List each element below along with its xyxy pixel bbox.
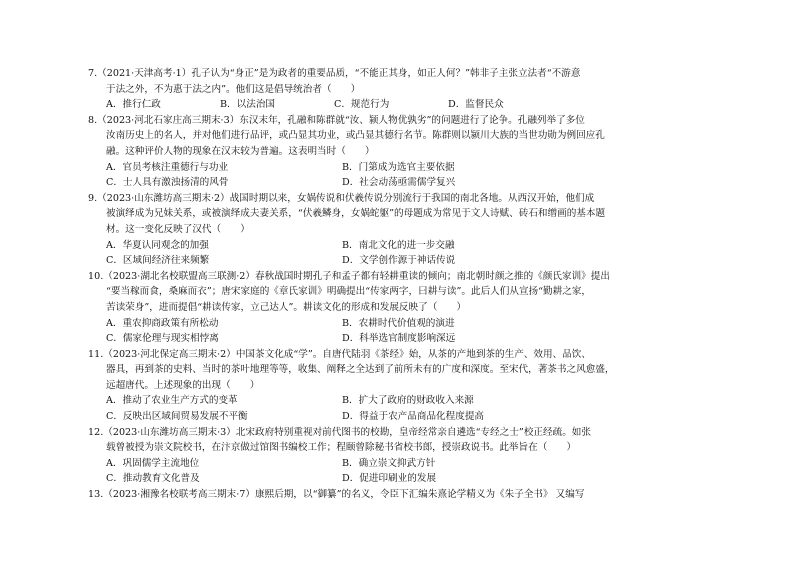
options-row: [88, 97, 690, 113]
question-stem-continued: “要当稼而食，桑麻而衣”；唐宋家庭的《章氏家训》明确提出“传家两字，曰耕与读”。此后人们从宣扬“勤耕之家，: [106, 286, 592, 298]
question-stem: 8.（2023·河北石家庄高三期末·3）东汉末年，孔融和陈群就“汝、颍人物优孰劣”的问题进行了论争。孔融列举了多位: [88, 114, 585, 126]
options-row: [88, 238, 690, 254]
question-12: [88, 425, 690, 487]
question-stem: 10.（2023·湖北名校联盟高三联测·2）春秋战国时期孔子和孟子都有轻耕重读的倾向；南北朝时颜之推的《颜氏家训》提出: [88, 270, 610, 282]
option-d: D．社会动荡亟需儒学复兴: [342, 177, 456, 189]
option-b: B．南北文化的进一步交融: [342, 239, 455, 251]
option-a: A．推行仁政: [106, 99, 161, 111]
option-a: A．推动了农业生产方式的变革: [106, 395, 238, 407]
option-d: D．监督民众: [448, 99, 504, 111]
question-stem: 13.（2023·湘豫名校联考高三期末·7）康熙后期，以“御纂”的名义，令臣下汇编朱熹论学精义为《朱子全书》 又编写: [88, 489, 585, 501]
option-c: C．反映出区域间贸易发展不平衡: [106, 411, 248, 423]
options-row: [88, 160, 690, 176]
option-d: D．得益于农产品商品化程度提高: [342, 411, 485, 423]
option-a: A．官员考核注重德行与功业: [106, 161, 229, 173]
option-c: C．士人具有激浊扬清的风骨: [106, 177, 229, 189]
options-row: [88, 393, 690, 409]
question-stem-continued: 于法之外，不为惠于法之内”。他们这是倡导统治者（ ）: [106, 83, 361, 95]
question-stem-continued: 器具，再到茶的史料、当时的茶叶地理等等，收集、阐释之全达到了前所未有的广度和深度。至宋代，著茶书之风愈盛，: [106, 364, 615, 376]
question-9: [88, 191, 690, 269]
option-b: B．确立崇文抑武方针: [342, 457, 436, 469]
options-row: [88, 175, 690, 191]
option-c: C．区域间经济往来频繁: [106, 255, 210, 267]
option-d: D．科举选官制度影响深远: [342, 333, 456, 345]
question-stem: 12.（2023·山东潍坊高三期末·3）北宋政府特别重视对前代图书的校勘，皇帝经常亲自遴选“专经之士”校正经疏。如张: [88, 426, 591, 438]
option-d: D．文学创作源于神话传说: [342, 255, 456, 267]
question-stem-continued: 远超唐代。上述现象的出现（ ）: [106, 379, 260, 391]
question-stem-continued: 汝南历史上的名人，并对他们进行品评，或凸显其功业，或凸显其德行名节。陈群则以颍川大族的当世功勋为例回应孔: [106, 130, 605, 142]
options-row: [88, 456, 690, 472]
question-8: [88, 113, 690, 191]
option-a: A．巩固儒学主流地位: [106, 457, 200, 469]
options-row: [88, 409, 690, 425]
option-b: B．以法治国: [220, 99, 276, 111]
question-stem: 9.（2023·山东潍坊高三期末·2）战国时期以来，女娲传说和伏羲传说分别流行于我国的南北各地。从西汉开始，他们成: [88, 192, 595, 204]
question-stem: 7.（2021·天津高考·1）孔子认为“身正”是为政者的重要品质，“不能正其身，如正人何？”韩非子主张立法者“不游意: [88, 68, 581, 79]
question-10: [88, 269, 690, 347]
question-stem-continued: 材。这一变化反映了汉代（ ）: [106, 223, 250, 235]
question-13: [88, 487, 690, 503]
option-c: C．儒家伦理与现实相悖离: [106, 333, 219, 345]
options-row: [88, 253, 690, 269]
option-d: D．促进印刷业的发展: [342, 473, 437, 485]
question-stem-continued: 被演绎成为兄妹关系，或被演绎成夫妻关系，“伏羲鳞身，女娲蛇躯”的母题成为常见于文人诗赋、砖石和缯画的基本题: [106, 208, 606, 220]
option-a: A．华夏认同观念的加强: [106, 239, 209, 251]
option-b: B．农耕时代价值观的演进: [342, 317, 455, 329]
question-7: [88, 66, 690, 113]
option-a: A．重农抑商政策有所松动: [106, 317, 219, 329]
question-stem-continued: 载曾被授为崇文院校书，在汴京做过馆图书编校工作；程颐曾除秘书省校书郎，授崇政说书。此举旨在（ ）: [106, 442, 577, 454]
question-stem-continued: 苦读荣身”，进而提倡“耕读传家，立己达人”。耕读文化的形成和发展反映了（ ）: [106, 301, 467, 313]
question-11: [88, 347, 690, 425]
options-row: [88, 471, 690, 487]
options-row: [88, 331, 690, 347]
option-c: C．规范行为: [334, 99, 390, 111]
option-b: B．门第成为选官主要依据: [342, 161, 455, 173]
question-stem-continued: 融。这种评价人物的现象在汉末较为普遍。这表明当时（ ）: [106, 145, 375, 157]
question-stem: 11.（2023·河北保定高三期末·2）中国茶文化成“学”。自唐代陆羽《茶经》始，从茶的产地到茶的生产、效用、品饮、: [88, 348, 591, 360]
option-b: B．扩大了政府的财政收入来源: [342, 395, 474, 407]
option-c: C．推动教育文化普及: [106, 473, 200, 485]
options-row: [88, 316, 690, 332]
